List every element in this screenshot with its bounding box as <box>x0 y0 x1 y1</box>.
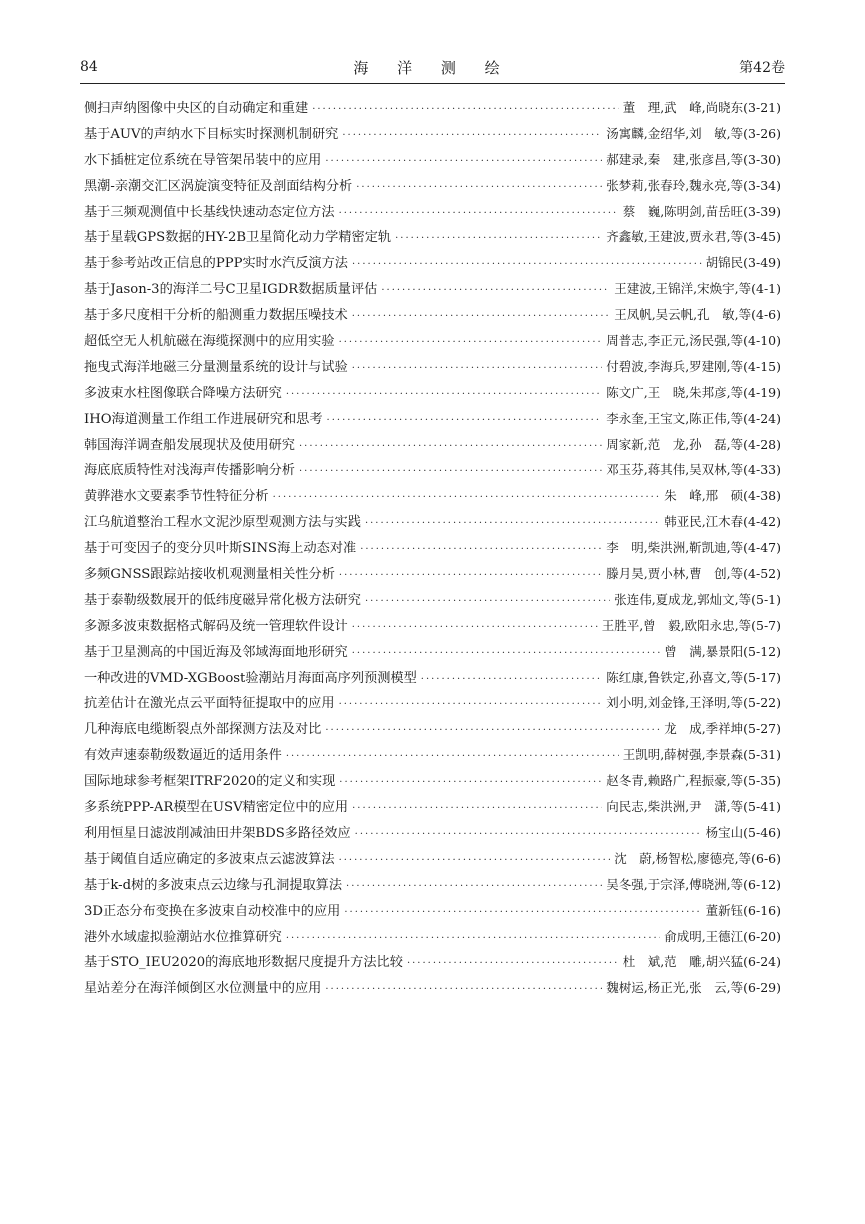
entry-authors-page: 杨宝山(5-46) <box>705 824 781 840</box>
entry-authors-page: 陈文广,王 晓,朱邦彦,等(4-19) <box>606 384 781 400</box>
entry-authors-page: 周普志,李正元,汤民强,等(4-10) <box>606 333 781 349</box>
entry-authors-page: 朱 峰,邢 硕(4-38) <box>664 488 781 504</box>
entry-authors-page: 刘小明,刘金锋,王泽明,等(5-22) <box>606 695 781 711</box>
header-rule <box>80 83 785 84</box>
entry-authors-page: 王胜平,曾 毅,欧阳永忠,等(5-7) <box>601 617 781 633</box>
entry-authors-page: 付碧波,李海兵,罗建刚,等(4-15) <box>606 358 781 374</box>
toc-entry[interactable] <box>84 796 781 822</box>
toc-entry[interactable] <box>84 252 781 278</box>
entry-title: 基于三频观测值中长基线快速动态定位方法 <box>84 204 335 220</box>
entry-authors-page: 王凯明,薛树强,李景森(5-31) <box>622 747 781 763</box>
entry-authors-page: 董新钰(6-16) <box>705 902 781 918</box>
dot-leader <box>395 233 602 244</box>
entry-title: 水下插桩定位系统在导管架吊装中的应用 <box>84 152 322 168</box>
toc-entry[interactable] <box>84 278 781 304</box>
table-of-contents <box>84 97 781 1003</box>
entry-title: 抗差估计在激光点云平面特征提取中的应用 <box>84 696 335 712</box>
entry-title: 利用恒星日滤波削减油田井架BDS多路径效应 <box>84 825 351 841</box>
entry-title: 黄骅港水文要素季节性特征分析 <box>84 489 269 505</box>
journal-title: 海 洋 测 绘 <box>353 58 512 77</box>
dot-leader <box>339 855 611 866</box>
dot-leader <box>344 907 701 918</box>
entry-title: 基于可变因子的变分贝叶斯SINS海上动态对准 <box>84 541 357 557</box>
dot-leader <box>299 441 602 452</box>
dot-leader <box>286 751 619 762</box>
dot-leader <box>273 492 661 503</box>
toc-entry[interactable] <box>84 563 781 589</box>
toc-entry[interactable] <box>84 485 781 511</box>
entry-title: 侧扫声纳图像中央区的自动确定和重建 <box>84 101 309 116</box>
dot-leader <box>421 674 602 685</box>
entry-authors-page: 邓玉芬,蒋其伟,吴双林,等(4-33) <box>606 462 781 478</box>
entry-authors-page: 齐鑫敏,王建波,贾永君,等(3-45) <box>606 229 781 245</box>
toc-entry[interactable] <box>84 459 781 485</box>
entry-title: 基于阈值自适应确定的多波束点云滤波算法 <box>84 851 335 867</box>
entry-authors-page: 周家新,范 龙,孙 磊,等(4-28) <box>606 436 781 452</box>
dot-leader <box>339 699 603 710</box>
page-header <box>80 52 785 82</box>
dot-leader <box>352 259 702 270</box>
toc-entry[interactable] <box>84 149 781 175</box>
entry-title: 星站差分在海洋倾倒区水位测量中的应用 <box>84 981 322 997</box>
entry-title: 基于卫星测高的中国近海及邻域海面地形研究 <box>84 644 348 660</box>
entry-title: 基于星载GPS数据的HY-2B卫星简化动力学精密定轨 <box>84 230 392 246</box>
entry-title: 多源多波束数据格式解码及统一管理软件设计 <box>84 618 348 634</box>
dot-leader <box>381 285 610 296</box>
dot-leader <box>360 544 602 555</box>
dot-leader <box>352 803 602 814</box>
entry-title: 海底底质特性对浅海声传播影响分析 <box>84 463 295 479</box>
entry-authors-page: 滕月昊,贾小林,曹 创,等(4-52) <box>606 566 781 582</box>
dot-leader <box>365 518 660 529</box>
entry-title: 有效声速泰勒级数逼近的适用条件 <box>84 748 282 764</box>
dot-leader <box>286 933 660 944</box>
entry-authors-page: 胡锦民(3-49) <box>705 255 781 271</box>
dot-leader <box>299 466 602 477</box>
entry-authors-page: 王凤帆,吴云帆,孔 敏,等(4-6) <box>614 307 781 323</box>
toc-entry[interactable] <box>84 434 781 460</box>
entry-authors-page: 曾 满,暴景阳(5-12) <box>664 643 781 659</box>
toc-entry[interactable] <box>84 226 781 252</box>
entry-title: 多波束水柱图像联合降噪方法研究 <box>84 385 282 401</box>
entry-title: 几种海底电缆断裂点外部探测方法及对比 <box>84 722 322 738</box>
entry-authors-page: 赵冬青,赖路广,程振豪,等(5-35) <box>606 773 781 789</box>
entry-title: 基于AUV的声纳水下目标实时探测机制研究 <box>84 126 339 142</box>
dot-leader <box>355 829 702 840</box>
toc-entry[interactable] <box>84 304 781 330</box>
dot-leader <box>325 984 602 995</box>
entry-title: 江乌航道整治工程水文泥沙原型观测方法与实践 <box>84 515 361 531</box>
entry-authors-page: 俞成明,王德江(6-20) <box>664 928 781 944</box>
entry-title: 基于STO_IEU2020的海底地形数据尺度提升方法比较 <box>84 955 403 971</box>
entry-title: IHO海道测量工作组工作进展研究和思考 <box>84 411 323 427</box>
entry-title: 黑潮-亲潮交汇区涡旋演变特征及剖面结构分析 <box>84 178 353 194</box>
entry-authors-page: 张梦莉,张春玲,魏永亮,等(3-34) <box>606 177 781 193</box>
entry-title: 基于k-d树的多波束点云边缘与孔洞提取算法 <box>84 877 343 893</box>
toc-entry[interactable] <box>84 123 781 149</box>
toc-entry[interactable] <box>84 770 781 796</box>
dot-leader <box>365 596 610 607</box>
entry-authors-page: 陈红康,鲁铁定,孙喜文,等(5-17) <box>606 669 781 685</box>
entry-title: 超低空无人机航磁在海缆探测中的应用实验 <box>84 334 335 350</box>
volume-label: 第42卷 <box>739 60 785 76</box>
dot-leader <box>325 725 660 736</box>
dot-leader <box>286 389 602 400</box>
entry-authors-page: 韩亚民,江木春(4-42) <box>664 514 781 530</box>
entry-authors-page: 董 理,武 峰,尚晓东(3-21) <box>622 100 781 115</box>
toc-entry[interactable] <box>84 537 781 563</box>
dot-leader <box>352 311 610 322</box>
toc-entry[interactable] <box>84 330 781 356</box>
entry-authors-page: 龙 成,季祥坤(5-27) <box>664 721 781 737</box>
entry-authors-page: 李永奎,王宝文,陈正伟,等(4-24) <box>606 410 781 426</box>
toc-entry[interactable] <box>84 874 781 900</box>
dot-leader <box>342 130 602 141</box>
entry-authors-page: 杜 斌,范 雕,胡兴猛(6-24) <box>622 954 781 970</box>
dot-leader <box>352 648 660 659</box>
dot-leader <box>346 881 602 892</box>
dot-leader <box>312 104 619 115</box>
entry-title: 基于泰勒级数展开的低纬度磁异常化极方法研究 <box>84 592 361 608</box>
entry-title: 基于参考站改正信息的PPP实时水汽反演方法 <box>84 256 348 272</box>
toc-entry[interactable] <box>84 641 781 667</box>
entry-authors-page: 李 明,柴洪洲,靳凯迪,等(4-47) <box>606 540 781 556</box>
entry-authors-page: 蔡 巍,陈明剑,苗岳旺(3-39) <box>622 203 781 219</box>
toc-entry[interactable] <box>84 926 781 952</box>
dot-leader <box>352 363 602 374</box>
toc-entry[interactable] <box>84 848 781 874</box>
page-number: 84 <box>80 59 98 75</box>
entry-authors-page: 吴冬强,于宗泽,傅晓洲,等(6-12) <box>606 876 781 892</box>
toc-entry[interactable] <box>84 718 781 744</box>
dot-leader <box>339 208 619 219</box>
dot-leader <box>356 182 602 193</box>
entry-authors-page: 郝建录,秦 建,张彦昌,等(3-30) <box>606 151 781 167</box>
entry-title: 基于多尺度相干分析的船测重力数据压噪技术 <box>84 308 348 324</box>
toc-entry[interactable] <box>84 822 781 848</box>
entry-title: 港外水域虚拟验潮站水位推算研究 <box>84 929 282 945</box>
dot-leader <box>339 570 602 581</box>
entry-authors-page: 向民志,柴洪洲,尹 潇,等(5-41) <box>606 799 781 815</box>
entry-authors-page: 沈 蔚,杨智松,廖德亮,等(6-6) <box>614 850 781 866</box>
toc-entry[interactable] <box>84 97 781 123</box>
dot-leader <box>339 337 603 348</box>
entry-authors-page: 汤寓麟,金绍华,刘 敏,等(3-26) <box>606 125 781 141</box>
entry-authors-page: 王建波,王锦洋,宋焕宇,等(4-1) <box>614 281 781 297</box>
entry-title: 3D正态分布变换在多波束自动校准中的应用 <box>84 903 341 919</box>
toc-entry[interactable] <box>84 356 781 382</box>
toc-entry[interactable] <box>84 977 781 1003</box>
toc-entry[interactable] <box>84 615 781 641</box>
entry-title: 多频GNSS跟踪站接收机观测量相关性分析 <box>84 567 335 583</box>
toc-entry[interactable] <box>84 511 781 537</box>
toc-entry[interactable] <box>84 900 781 926</box>
toc-entry[interactable] <box>84 201 781 227</box>
toc-entry[interactable] <box>84 589 781 615</box>
dot-leader <box>352 622 598 633</box>
toc-entry[interactable] <box>84 744 781 770</box>
entry-title: 拖曳式海洋地磁三分量测量系统的设计与试验 <box>84 359 348 375</box>
dot-leader <box>325 156 602 167</box>
entry-title: 基于Jason-3的海洋二号C卫星IGDR数据质量评估 <box>84 282 378 298</box>
toc-entry[interactable] <box>84 175 781 201</box>
dot-leader <box>327 415 603 426</box>
entry-title: 多系统PPP-AR模型在USV精密定位中的应用 <box>84 800 349 816</box>
entry-title: 国际地球参考框架ITRF2020的定义和实现 <box>84 774 336 790</box>
dot-leader <box>339 777 602 788</box>
toc-entry[interactable] <box>84 408 781 434</box>
entry-authors-page: 魏树运,杨正光,张 云,等(6-29) <box>606 980 781 996</box>
dot-leader <box>407 958 619 969</box>
toc-entry[interactable] <box>84 667 781 693</box>
toc-entry[interactable] <box>84 382 781 408</box>
entry-title: 一种改进的VMD-XGBoost验潮站月海面高序列预测模型 <box>84 670 417 686</box>
entry-title: 韩国海洋调查船发展现状及使用研究 <box>84 437 295 453</box>
toc-entry[interactable] <box>84 951 781 977</box>
toc-entry[interactable] <box>84 692 781 718</box>
entry-authors-page: 张连伟,夏成龙,郭灿文,等(5-1) <box>614 591 781 607</box>
